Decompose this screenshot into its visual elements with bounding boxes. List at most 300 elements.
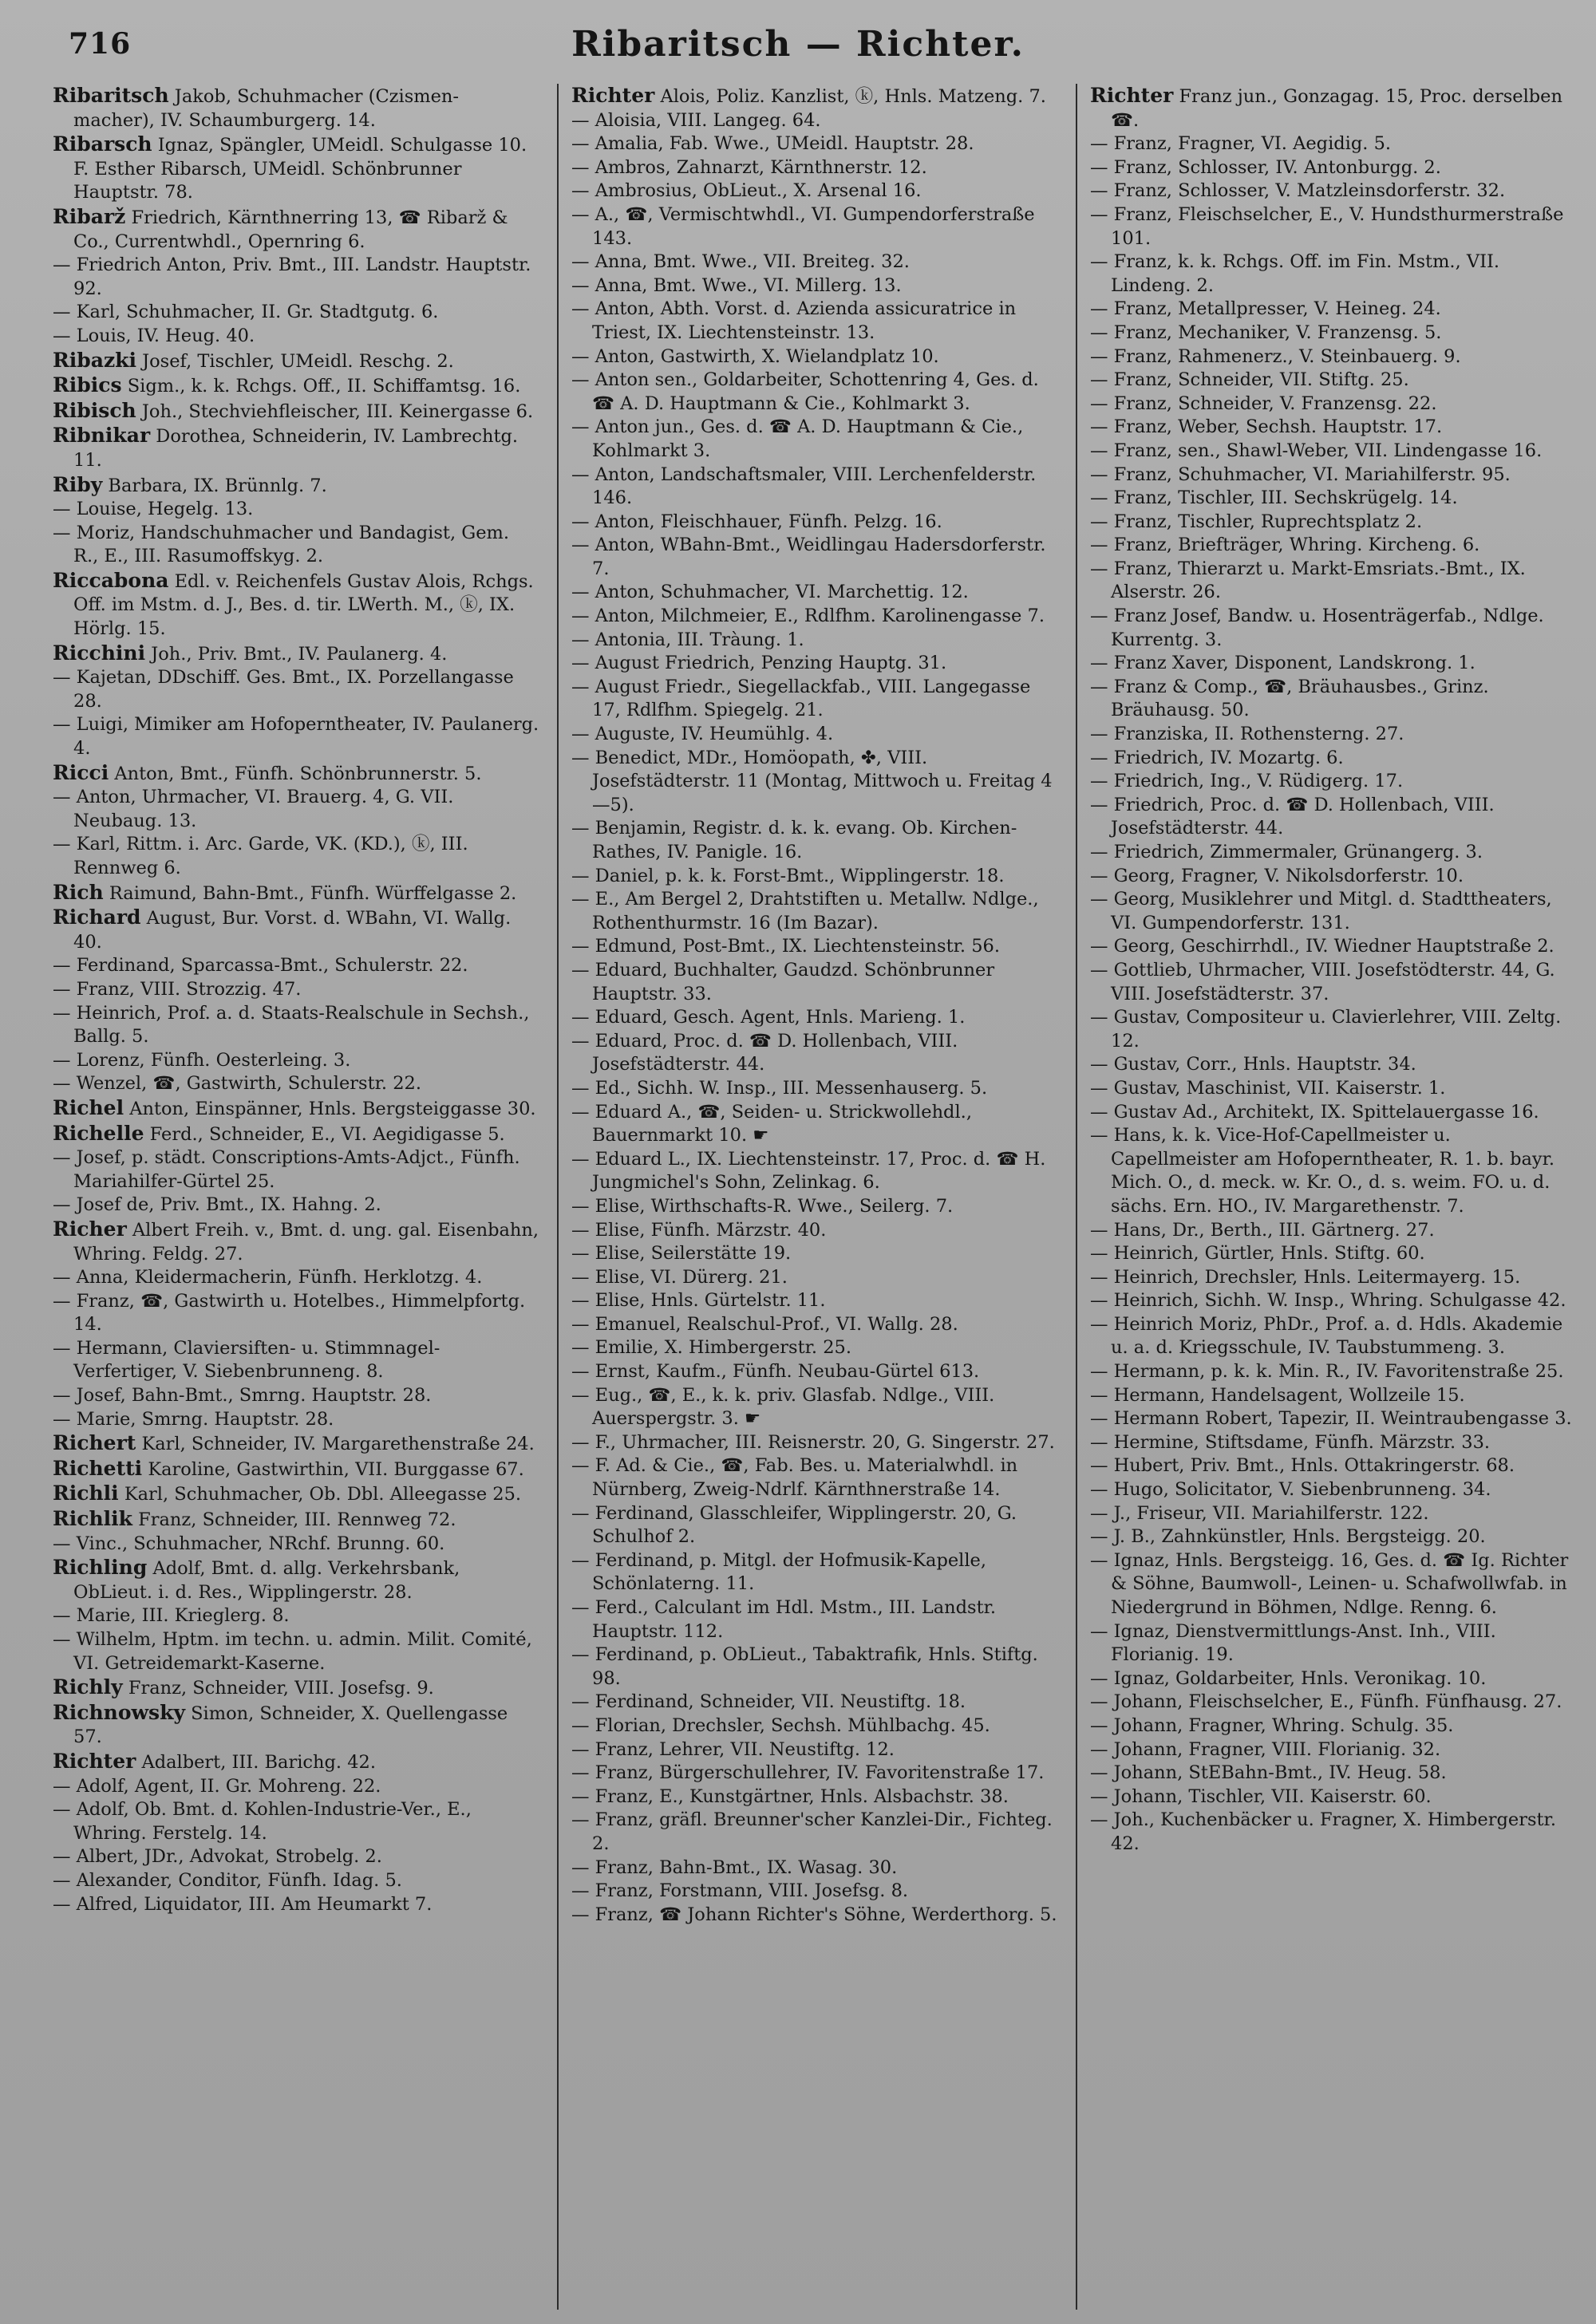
entry-text: — Elise, Fünfh. Märzstr. 40.: [571, 1219, 827, 1241]
directory-entry: [571, 1738, 1058, 1762]
entry-text: — Hans, k. k. Vice-Hof-Capellmeister u. Capellmeister am Hofoperntheater, R. 1. b. bayr. Mich. O., d. meck. w. Kr. O., d. s. weim. FO. u. d. sächs. Ern. HO., IV. Margarethenstr. 7.: [1090, 1125, 1555, 1217]
entry-text: Karl, Schuhmacher, Ob. Dbl. Alleegasse 25.: [118, 1484, 522, 1505]
entry-text: — Anton sen., Goldarbeiter, Schottenring 4, Ges. d. ☎ A. D. Hauptmann & Cie., Kohlmarkt 3.: [571, 369, 1039, 414]
directory-entry: [53, 1002, 539, 1049]
directory-entry: [571, 1384, 1058, 1431]
entry-text: — Josef, Bahn-Bmt., Smrng. Hauptstr. 28.: [53, 1385, 432, 1407]
directory-entry: [1090, 132, 1577, 156]
directory-entry: [53, 1675, 539, 1701]
directory-entry: [571, 1549, 1058, 1596]
entry-text: — Franz, Rahmenerz., V. Steinbauerg. 9.: [1090, 345, 1461, 367]
directory-entry: [53, 301, 539, 325]
directory-entry: [1090, 1313, 1577, 1360]
columns-container: [53, 84, 1585, 2310]
directory-entry: [53, 522, 539, 569]
entry-text: — Franz, Briefträger, Whring. Kircheng. 6.: [1090, 535, 1480, 556]
directory-entry: [53, 1408, 539, 1432]
entry-text: — Gottlieb, Uhrmacher, VIII. Josefstödterstr. 44, G. VIII. Josefstädterstr. 37.: [1090, 959, 1555, 1004]
entry-text: — Alexander, Conditor, Fünfh. Idag. 5.: [53, 1869, 402, 1891]
directory-entry: [1090, 652, 1577, 676]
directory-entry: [1090, 1738, 1577, 1762]
directory-entry: [53, 713, 539, 760]
directory-entry: [1090, 794, 1577, 841]
directory-entry: [571, 132, 1058, 156]
entry-text: — Anton, WBahn-Bmt., Weidlingau Hadersdorferstr. 7.: [571, 535, 1046, 579]
directory-entry: [53, 399, 539, 424]
directory-entry: [53, 1266, 539, 1290]
running-head: Ribaritsch — Richter.: [571, 24, 1025, 65]
entry-text: — Heinrich, Sichh. W. Insp., Whring. Schulgasse 42.: [1090, 1290, 1566, 1312]
directory-entry: [53, 1146, 539, 1194]
directory-entry: [1090, 393, 1577, 416]
entry-text: — Kajetan, DDschiff. Ges. Bmt., IX. Porzellangasse 28.: [53, 667, 514, 712]
entry-text: — Franz Josef, Bandw. u. Hosenträgerfab., Ndlge. Kurrentg. 3.: [1090, 606, 1544, 650]
directory-entry: [53, 666, 539, 713]
directory-entry: [571, 865, 1058, 889]
entry-text: — Hermann, p. k. k. Min. R., IV. Favoritenstraße 25.: [1090, 1361, 1564, 1383]
entry-text: Adalbert, III. Barichg. 42.: [136, 1751, 376, 1773]
entry-text: — Ferdinand, Glasschleifer, Wipplingerstr. 20, G. Schulhof 2.: [571, 1502, 1017, 1548]
entry-text: — Georg, Musiklehrer und Mitgl. d. Stadttheaters, VI. Gumpendorferstr. 131.: [1090, 889, 1552, 933]
directory-entry: [571, 416, 1058, 463]
entry-text: — Gustav, Compositeur u. Clavierlehrer, VIII. Zeltg. 12.: [1090, 1007, 1562, 1052]
entry-surname: Ribnikar: [53, 424, 151, 448]
directory-entry: [53, 641, 539, 667]
directory-entry: [571, 511, 1058, 535]
entry-text: — Anton, Fleischhauer, Fünfh. Pelzg. 16.: [571, 511, 942, 532]
entry-text: — Friedrich Anton, Priv. Bmt., III. Landstr. Hauptstr. 92.: [53, 254, 531, 299]
directory-entry: [53, 1337, 539, 1384]
entry-text: — Ignaz, Dienstvermittlungs-Anst. Inh., VIII. Florianig. 19.: [1090, 1620, 1496, 1666]
entry-text: — Franz, Schlosser, V. Matzleinsdorferstr. 32.: [1090, 180, 1506, 202]
entry-text: — Anton, Schuhmacher, VI. Marchettig. 12.: [571, 582, 969, 603]
entry-text: — Ferdinand, p. Mitgl. der Hofmusik-Kapelle, Schönlaterng. 11.: [571, 1549, 987, 1595]
directory-entry: [571, 1077, 1058, 1101]
directory-entry: [1090, 345, 1577, 369]
entry-text: — Antonia, III. Tràung. 1.: [571, 629, 804, 650]
directory-entry: [571, 1691, 1058, 1714]
entry-text: — Franz, VIII. Strozzig. 47.: [53, 978, 302, 1000]
entry-text: — Auguste, IV. Heumühlg. 4.: [571, 724, 834, 745]
entry-surname: Richert: [53, 1431, 136, 1455]
directory-entry: [1090, 1266, 1577, 1290]
entry-text: — Benedict, MDr., Homöopath, ✤, VIII. Josefstädterstr. 11 (Montag, Mittwoch u. Freitag 4—5).: [571, 747, 1053, 815]
entry-text: — Amalia, Fab. Wwe., UMeidl. Hauptstr. 28.: [571, 133, 974, 155]
entry-surname: Richter: [1090, 84, 1174, 107]
entry-text: — Franz, Schneider, VII. Stiftg. 25.: [1090, 369, 1409, 391]
entry-text: Edl. v. Reichenfels Gustav Alois, Rchgs. Off. im Mstm. d. J., Bes. d. tir. LWerth. M., ⓚ, IX. Hörlg. 15.: [73, 570, 534, 640]
entry-text: — August Friedrich, Penzing Hauptg. 31.: [571, 653, 947, 674]
directory-entry: [1090, 322, 1577, 345]
directory-entry: [571, 1101, 1058, 1148]
directory-entry: [53, 498, 539, 522]
entry-surname: Richel: [53, 1095, 124, 1119]
entry-text: — Joh., Kuchenbäcker u. Fragner, X. Himbergerstr. 42.: [1090, 1809, 1556, 1854]
entry-text: Franz, Schneider, III. Rennweg 72.: [132, 1509, 456, 1531]
entry-text: — Louis, IV. Heug. 40.: [53, 325, 255, 346]
entry-text: Franz, Schneider, VIII. Josefsg. 9.: [122, 1678, 434, 1699]
directory-entry: [53, 1194, 539, 1217]
entry-text: — August Friedr., Siegellackfab., VIII. Langegasse 17, Rdlfhm. Spiegelg. 21.: [571, 676, 1031, 721]
directory-entry: [571, 534, 1058, 581]
entry-text: — Anton, Abth. Vorst. d. Azienda assicuratrice in Triest, IX. Liechtensteinstr. 13.: [571, 298, 1017, 343]
directory-entry: [53, 1507, 539, 1533]
entry-text: August, Bur. Vorst. d. WBahn, VI. Wallg. 40.: [73, 908, 512, 953]
directory-entry: [1090, 511, 1577, 535]
entry-surname: Rich: [53, 880, 104, 904]
entry-text: — Adolf, Ob. Bmt. d. Kohlen-Industrie-Ver., E., Whring. Ferstelg. 14.: [53, 1799, 472, 1844]
entry-text: — Josef, p. städt. Conscriptions-Amts-Adjct., Fünfh. Mariahilfer-Gürtel 25.: [53, 1147, 520, 1192]
column-2: [571, 84, 1058, 2310]
directory-entry: [53, 1556, 539, 1604]
entry-text: — Anton, Milchmeier, E., Rdlfhm. Karolinengasse 7.: [571, 606, 1045, 627]
entry-text: Simon, Schneider, X. Quellengasse 57.: [73, 1703, 508, 1748]
directory-entry: [1090, 935, 1577, 959]
entry-text: — Franz, ☎ Johann Richter's Söhne, Werderthorg. 5.: [571, 1904, 1057, 1925]
directory-entry: [571, 1431, 1058, 1455]
directory-entry: [571, 1596, 1058, 1643]
entry-surname: Richter: [571, 84, 655, 107]
entry-text: — Florian, Drechsler, Sechsh. Mühlbachg. 45.: [571, 1714, 990, 1736]
entry-text: — Ernst, Kaufm., Fünfh. Neubau-Gürtel 613.: [571, 1361, 980, 1383]
entry-surname: Richnowsky: [53, 1700, 185, 1724]
directory-entry: [571, 369, 1058, 416]
entry-text: — Johann, Fragner, VIII. Florianig. 32.: [1090, 1738, 1441, 1760]
directory-entry: [571, 652, 1058, 676]
directory-entry: [53, 881, 539, 906]
entry-text: — Franz, Fleischselcher, E., V. Hundsthurmerstraße 101.: [1090, 203, 1564, 249]
directory-entry: [1090, 464, 1577, 487]
directory-entry: [571, 274, 1058, 298]
entry-surname: Ribics: [53, 373, 122, 397]
entry-text: — Eduard, Proc. d. ☎ D. Hollenbach, VIII. Josefstädterstr. 44.: [571, 1030, 958, 1075]
directory-entry: [1090, 1809, 1577, 1856]
directory-entry: [1090, 605, 1577, 652]
entry-text: — Ferdinand, Schneider, VII. Neustiftg. 18.: [571, 1691, 966, 1713]
directory-entry: [571, 1880, 1058, 1904]
directory-entry: [1090, 84, 1577, 132]
directory-entry: [571, 935, 1058, 959]
directory-entry: [1090, 1762, 1577, 1785]
entry-text: — Benjamin, Registr. d. k. k. evang. Ob. Kirchen-Rathes, IV. Panigle. 16.: [571, 818, 1017, 862]
entry-text: — Marie, Smrng. Hauptstr. 28.: [53, 1408, 334, 1430]
directory-entry: [53, 1845, 539, 1869]
entry-surname: Richlik: [53, 1507, 132, 1531]
directory-entry: [53, 373, 539, 399]
directory-entry: [1090, 1691, 1577, 1714]
directory-entry: [53, 569, 539, 641]
entry-text: — Franz, gräfl. Breunner'scher Kanzlei-Dir., Fichteg. 2.: [571, 1809, 1053, 1854]
entry-text: — Franz, Bürgerschullehrer, IV. Favoritenstraße 17.: [571, 1762, 1045, 1784]
entry-text: Barbara, IX. Brünnlg. 7.: [102, 475, 327, 496]
directory-entry: [571, 817, 1058, 864]
entry-text: Joh., Stechviehfleischer, III. Keinergasse 6.: [136, 400, 534, 422]
directory-entry: [1090, 1525, 1577, 1549]
entry-text: — Gustav, Corr., Hnls. Hauptstr. 34.: [1090, 1054, 1416, 1075]
column-divider: [1076, 84, 1077, 2310]
directory-entry: [1090, 251, 1577, 298]
directory-entry: [1090, 558, 1577, 605]
entry-text: Adolf, Bmt. d. allg. Verkehrsbank, ObLieut. i. d. Res., Wipplingerstr. 28.: [73, 1558, 460, 1603]
entry-text: — Wilhelm, Hptm. im techn. u. admin. Milit. Comité, VI. Getreidemarkt-Kaserne.: [53, 1629, 532, 1674]
entry-text: — J., Friseur, VII. Mariahilferstr. 122.: [1090, 1502, 1429, 1524]
entry-surname: Ricchini: [53, 641, 146, 665]
entry-text: — Lorenz, Fünfh. Oesterleing. 3.: [53, 1049, 351, 1071]
entry-text: — Heinrich, Prof. a. d. Staats-Realschule in Sechsh., Ballg. 5.: [53, 1002, 530, 1048]
entry-text: — Eduard A., ☎, Seiden- u. Strickwollehdl., Bauernmarkt 10. ☛: [571, 1101, 972, 1146]
directory-entry: [1090, 416, 1577, 440]
directory-entry: [53, 349, 539, 374]
directory-entry: [1090, 180, 1577, 203]
entry-text: — Franz, Weber, Sechsh. Hauptstr. 17.: [1090, 416, 1443, 438]
directory-entry: [571, 345, 1058, 369]
entry-text: — J. B., Zahnkünstler, Hnls. Bergsteigg. 20.: [1090, 1526, 1486, 1548]
directory-entry: [53, 1628, 539, 1675]
entry-text: — Anna, Bmt. Wwe., VI. Millerg. 13.: [571, 274, 902, 296]
directory-entry: [53, 132, 539, 205]
entry-text: — Elise, VI. Dürerg. 21.: [571, 1266, 788, 1288]
entry-text: — Friedrich, Proc. d. ☎ D. Hollenbach, VIII. Josefstädterstr. 44.: [1090, 794, 1495, 839]
directory-entry: [1090, 1478, 1577, 1502]
directory-entry: [571, 629, 1058, 653]
entry-text: — Franz, Thierarzt u. Markt-Emsriats.-Bmt., IX. Alserstr. 26.: [1090, 558, 1526, 603]
directory-entry: [571, 1148, 1058, 1195]
entry-text: Anton, Bmt., Fünfh. Schönbrunnerstr. 5.: [109, 763, 482, 784]
entry-text: — Gustav, Maschinist, VII. Kaiserstr. 1.: [1090, 1077, 1446, 1099]
entry-surname: Richly: [53, 1675, 123, 1699]
directory-entry: [53, 1604, 539, 1628]
entry-text: — Hermann, Handelsagent, Wollzeile 15.: [1090, 1384, 1465, 1406]
directory-entry: [1090, 487, 1577, 511]
directory-entry: [1090, 1384, 1577, 1408]
entry-text: — Franz & Comp., ☎, Bräuhausbes., Grinz. Bräuhausg. 50.: [1090, 676, 1489, 721]
entry-surname: Ribarsch: [53, 132, 152, 156]
directory-entry: [1090, 1785, 1577, 1809]
directory-entry: [53, 325, 539, 349]
directory-entry: [571, 180, 1058, 203]
entry-text: Alois, Poliz. Kanzlist, ⓚ, Hnls. Matzeng. 7.: [654, 86, 1046, 107]
directory-entry: [53, 1457, 539, 1482]
entry-text: — Georg, Fragner, V. Nikolsdorferstr. 10.: [1090, 865, 1464, 886]
directory-entry: [53, 473, 539, 499]
entry-text: — Eduard, Buchhalter, Gaudzd. Schönbrunner Hauptstr. 33.: [571, 959, 995, 1004]
entry-text: — A., ☎, Vermischtwhdl., VI. Gumpendorferstraße 143.: [571, 203, 1035, 249]
column-3: [1090, 84, 1577, 2310]
entry-text: — Hermann Robert, Tapezir, II. Weintraubengasse 3.: [1090, 1408, 1572, 1430]
directory-entry: [1090, 1620, 1577, 1667]
directory-entry: [571, 1809, 1058, 1856]
directory-entry: [53, 786, 539, 833]
directory-entry: [53, 954, 539, 978]
directory-entry: [53, 424, 539, 472]
directory-entry: [53, 906, 539, 954]
directory-entry: [1090, 369, 1577, 393]
entry-surname: Richard: [53, 906, 141, 929]
directory-entry: [53, 1533, 539, 1557]
entry-text: — Anton, Landschaftsmaler, VIII. Lerchenfelderstr. 146.: [571, 464, 1037, 509]
entry-text: — Hans, Dr., Berth., III. Gärtnerg. 27.: [1090, 1219, 1435, 1241]
entry-text: — Ferdinand, Sparcassa-Bmt., Schulerstr. 22.: [53, 955, 468, 977]
entry-text: — Karl, Rittm. i. Arc. Garde, VK. (KD.), ⓚ, III. Rennweg 6.: [53, 834, 468, 878]
entry-text: — Luigi, Mimiker am Hofoperntheater, IV. Paulanerg. 4.: [53, 714, 539, 760]
entry-text: — Vinc., Schuhmacher, NRchf. Brunng. 60.: [53, 1533, 445, 1554]
entry-text: — Heinrich Moriz, PhDr., Prof. a. d. Hdls. Akademie u. a. d. Kriegsschule, IV. Taubstummeng. 3.: [1090, 1313, 1563, 1359]
entry-surname: Richling: [53, 1556, 148, 1580]
page-number: 716: [69, 27, 132, 61]
entry-text: — Franz, k. k. Rchgs. Off. im Fin. Mstm., VII. Lindeng. 2.: [1090, 251, 1500, 296]
directory-entry: [571, 298, 1058, 345]
entry-text: — Eduard, Gesch. Agent, Hnls. Marieng. 1.: [571, 1007, 966, 1028]
entry-text: — Franziska, II. Rothensterng. 27.: [1090, 724, 1404, 745]
directory-entry: [1090, 440, 1577, 464]
entry-text: — Eduard L., IX. Liechtensteinstr. 17, Proc. d. ☎ H. Jungmichel's Sohn, Zelinkag. 6.: [571, 1148, 1046, 1194]
entry-surname: Richli: [53, 1482, 119, 1505]
directory-entry: [1090, 1006, 1577, 1053]
entry-text: Franz jun., Gonzagag. 15, Proc. derselben ☎.: [1111, 86, 1562, 131]
entry-text: — Franz, Mechaniker, V. Franzensg. 5.: [1090, 322, 1442, 343]
entry-text: — Anton, Gastwirth, X. Wielandplatz 10.: [571, 345, 939, 367]
directory-entry: [1090, 1431, 1577, 1455]
entry-text: — Hubert, Priv. Bmt., Hnls. Ottakringerstr. 68.: [1090, 1455, 1515, 1477]
entry-text: — Josef de, Priv. Bmt., IX. Hahng. 2.: [53, 1194, 381, 1216]
entry-text: — Franz, ☎, Gastwirth u. Hotelbes., Himmelpfortg. 14.: [53, 1290, 526, 1336]
directory-entry: [53, 1775, 539, 1799]
directory-entry: [571, 1195, 1058, 1219]
directory-entry: [571, 1219, 1058, 1243]
directory-entry: [53, 1217, 539, 1266]
directory-entry: [1090, 1502, 1577, 1526]
entry-text: — Elise, Seilerstätte 19.: [571, 1243, 792, 1265]
entry-text: Anton, Einspänner, Hnls. Bergsteiggasse 30.: [124, 1098, 536, 1119]
directory-entry: [571, 109, 1058, 133]
directory-entry: [1090, 1360, 1577, 1384]
entry-surname: Ribaritsch: [53, 84, 169, 107]
directory-entry: [571, 203, 1058, 251]
directory-entry: [53, 1290, 539, 1337]
entry-text: — Friedrich, Zimmermaler, Grünangerg. 3.: [1090, 842, 1483, 862]
entry-text: Friedrich, Kärnthnerring 13, ☎ Ribarž & Co., Currentwhdl., Opernring 6.: [73, 207, 508, 252]
directory-entry: [53, 1893, 539, 1917]
entry-surname: Richelle: [53, 1121, 144, 1145]
entry-surname: Ribisch: [53, 398, 136, 422]
entry-text: Karoline, Gastwirthin, VII. Burggasse 67.: [142, 1458, 524, 1480]
entry-surname: Ribarž: [53, 204, 126, 228]
directory-entry: [571, 1289, 1058, 1313]
entry-text: — F., Uhrmacher, III. Reisnerstr. 20, G. Singerstr. 27.: [571, 1431, 1055, 1453]
entry-text: — Franz, Tischler, Ruprechtsplatz 2.: [1090, 511, 1423, 532]
directory-entry: [1090, 865, 1577, 889]
directory-entry: [571, 1006, 1058, 1030]
entry-surname: Ricci: [53, 760, 109, 784]
entry-text: — Marie, III. Krieglerg. 8.: [53, 1605, 290, 1627]
directory-entry: [571, 1502, 1058, 1549]
directory-entry: [1090, 888, 1577, 935]
directory-entry: [571, 1360, 1058, 1384]
entry-surname: Riccabona: [53, 568, 169, 592]
entry-text: Jakob, Schuhmacher (Czismen-macher), IV. Schaumburgerg. 14.: [73, 86, 460, 131]
directory-entry: [53, 1869, 539, 1893]
directory-entry: [571, 1643, 1058, 1691]
entry-text: — Hugo, Solicitator, V. Siebenbrunneng. 34.: [1090, 1479, 1491, 1501]
directory-entry: [53, 1431, 539, 1457]
entry-text: — Louise, Hegelg. 13.: [53, 499, 254, 520]
entry-text: Karl, Schneider, IV. Margarethenstraße 24.: [136, 1434, 535, 1455]
entry-text: — Franz, Schlosser, IV. Antonburgg. 2.: [1090, 156, 1441, 178]
entry-text: — Eug., ☎, E., k. k. priv. Glasfab. Ndlge., VIII. Auerspergstr. 3. ☛: [571, 1384, 995, 1430]
entry-surname: Richter: [53, 1749, 136, 1773]
entry-text: — Franz, Schuhmacher, VI. Mariahilferstr. 95.: [1090, 464, 1511, 485]
directory-entry: [571, 156, 1058, 180]
entry-text: — Ed., Sichh. W. Insp., III. Messenhauserg. 5.: [571, 1077, 988, 1099]
directory-entry: [53, 1122, 539, 1147]
entry-text: Raimund, Bahn-Bmt., Fünfh. Würffelgasse 2.: [103, 882, 517, 904]
directory-entry: [571, 84, 1058, 109]
entry-text: — Gustav Ad., Architekt, IX. Spittelauergasse 16.: [1090, 1101, 1539, 1123]
directory-entry: [53, 1096, 539, 1122]
directory-entry: [1090, 1407, 1577, 1431]
directory-entry: [1090, 156, 1577, 180]
directory-entry: [1090, 298, 1577, 322]
entry-text: — Georg, Geschirrhdl., IV. Wiedner Hauptstraße 2.: [1090, 936, 1555, 957]
directory-entry: [571, 1313, 1058, 1337]
directory-entry: [1090, 534, 1577, 558]
entry-surname: Richetti: [53, 1456, 143, 1480]
entry-text: — Ignaz, Goldarbeiter, Hnls. Veronikag. 10.: [1090, 1667, 1487, 1689]
entry-text: — Heinrich, Gürtler, Hnls. Stiftg. 60.: [1090, 1243, 1425, 1265]
entry-text: — Anna, Kleidermacherin, Fünfh. Herklotzg. 4.: [53, 1267, 483, 1288]
entry-text: — Friedrich, Ing., V. Rüdigerg. 17.: [1090, 771, 1404, 792]
directory-entry: [571, 959, 1058, 1006]
entry-text: — Ferd., Calculant im Hdl. Mstm., III. Landstr. Hauptstr. 112.: [571, 1597, 997, 1642]
entry-text: — Aloisia, VIII. Langeg. 64.: [571, 109, 821, 131]
entry-text: — Johann, Fragner, Whring. Schulg. 35.: [1090, 1714, 1454, 1736]
entry-text: — Ambros, Zahnarzt, Kärnthnerstr. 12.: [571, 156, 927, 178]
column-1: [53, 84, 539, 2310]
directory-entry: [53, 1384, 539, 1408]
directory-entry: [571, 676, 1058, 723]
directory-entry: [571, 1030, 1058, 1077]
directory-entry: [53, 1049, 539, 1073]
column-divider: [557, 84, 559, 2310]
directory-entry: [571, 888, 1058, 935]
directory-entry: [53, 205, 539, 254]
entry-text: Ignaz, Spängler, UMeidl. Schulgasse 10. F. Esther Ribarsch, UMeidl. Schönbrunner Hauptstr. 78.: [73, 135, 527, 203]
entry-text: Joh., Priv. Bmt., IV. Paulanerg. 4.: [145, 643, 448, 665]
directory-entry: [571, 251, 1058, 274]
entry-text: — Anna, Bmt. Wwe., VII. Breiteg. 32.: [571, 251, 910, 273]
directory-entry: [1090, 1242, 1577, 1266]
directory-entry: [53, 254, 539, 301]
directory-entry: [571, 1242, 1058, 1266]
directory-entry: [571, 1454, 1058, 1501]
entry-text: — Johann, Tischler, VII. Kaiserstr. 60.: [1090, 1785, 1432, 1807]
entry-text: Albert Freih. v., Bmt. d. ung. gal. Eisenbahn, Whring. Feldg. 27.: [73, 1219, 539, 1265]
entry-text: — F. Ad. & Cie., ☎, Fab. Bes. u. Materialwhdl. in Nürnberg, Zweig-Ndrlf. Kärnthnerstraße 14.: [571, 1455, 1018, 1501]
entry-surname: Richer: [53, 1217, 127, 1241]
entry-text: — Moriz, Handschuhmacher und Bandagist, Gem. R., E., III. Rasumoffskyg. 2.: [53, 522, 510, 567]
directory-entry: [571, 1714, 1058, 1738]
entry-text: — Albert, JDr., Advokat, Strobelg. 2.: [53, 1846, 382, 1868]
entry-text: — Anton jun., Ges. d. ☎ A. D. Hauptmann & Cie., Kohlmarkt 3.: [571, 416, 1024, 461]
entry-text: — Hermine, Stiftsdame, Fünfh. Märzstr. 33.: [1090, 1431, 1491, 1453]
entry-text: Dorothea, Schneiderin, IV. Lambrechtg. 11.: [73, 426, 519, 471]
entry-surname: Riby: [53, 472, 103, 496]
page-header: [0, 22, 1596, 70]
entry-text: — Karl, Schuhmacher, II. Gr. Stadtgutg. 6.: [53, 302, 439, 323]
entry-text: — Ferdinand, p. ObLieut., Tabaktrafik, Hnls. Stiftg. 98.: [571, 1644, 1038, 1689]
directory-entry: [53, 84, 539, 132]
directory-entry: [571, 581, 1058, 605]
